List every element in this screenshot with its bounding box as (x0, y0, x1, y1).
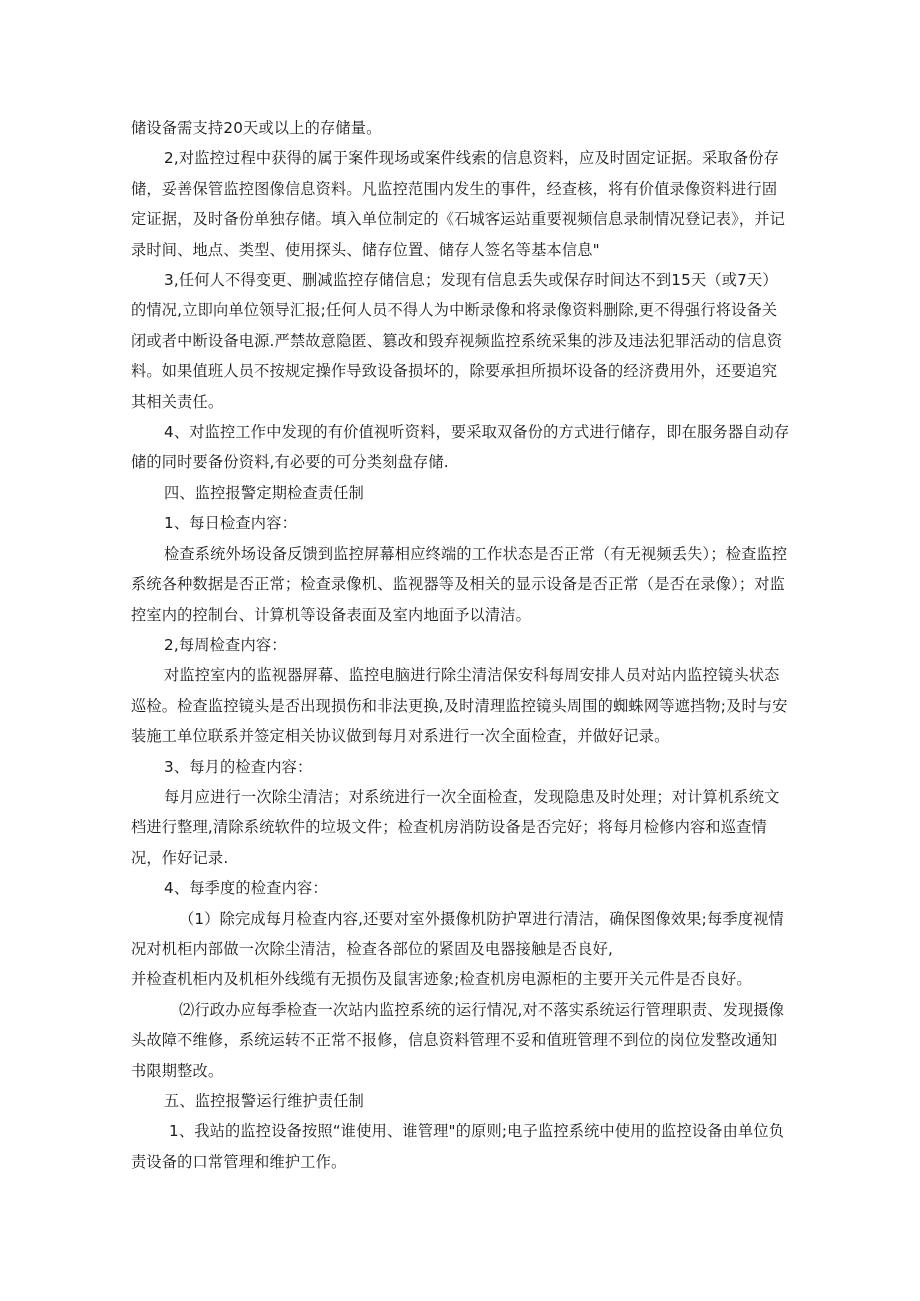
paragraph-quarterly-item-1: （1）除完成每月检查内容,还要对室外摄像机防护罩进行清洁，确保图像效果;每季度视情况对机柜内部做一次除尘清洁，检查各部位的紧固及电器接触是否良好, (131, 909, 784, 958)
subheading-monthly-check: 3、每月的检查内容： (164, 757, 313, 776)
paragraph-quarterly-item-2: ⑵行政办应每季检查一次站内监控系统的运行情况,对不落实系统运行管理职责、发现摄像头故障不维修，系统运转不正常不报修，信息资料管理不妥和值班管理不到位的岗位发整改通知书限期整改。 (131, 1000, 785, 1080)
paragraph-weekly-check: 对监控室内的监视器屏幕、监控电脑进行除尘清洁保安科每周安排人员对站内监控镜头状态巡检。检查监控镜头是否出现损伤和非法更换,及时清理监控镜头周围的蜘蛛网等遮挡物;及时与安装施工单位联系并签定相关协议做到每月对系进行一次全面检查，并做好记录。 (131, 666, 788, 746)
subheading-weekly-check: 2,每周检查内容： (164, 635, 287, 654)
paragraph-double-backup: 4、对监控工作中发现的有价值视听资料，要采取双备份的方式进行储存，即在服务器自动存储的同时要备份资料,有必要的可分类刻盘存储. (131, 423, 790, 472)
subheading-quarterly-check: 4、每季度的检查内容： (164, 879, 328, 898)
paragraph-monthly-check: 每月应进行一次除尘清洁；对系统进行一次全面检查，发现隐患及时处理；对计算机系统文档进行整理,清除系统软件的垃圾文件；检查机房消防设备是否完好；将每月检修内容和巡查情况，作好记录. (131, 787, 780, 867)
paragraph-evidence-backup: 2,对监控过程中获得的属于案件现场或案件线索的信息资料，应及时固定证据。采取备份存储，妥善保管监控图像信息资料。凡监控范围内发生的事件，经查核，将有价值录像资料进行固定证据，及时备份单独存储。填入单位制定的《石城客运站重要视频信息录制情况登记表》，并记录时间、地点、类型、使用探头、储存位置、储存人签名等基本信息" (131, 149, 786, 259)
document-body (131, 113, 791, 1177)
paragraph-quarterly-item-1-cont: 并检查机柜内及机柜外线缆有无损伤及鼠害迹象;检查机房电源柜的主要开关元件是否良好。 (131, 970, 752, 989)
paragraph-maintenance-item-1: 1、我站的监控设备按照“谁使用、谁管理"的原则;电子监控系统中使用的监控设备由单位负责设备的口常管理和维护工作。 (131, 1122, 785, 1171)
paragraph-daily-check: 检查系统外场设备反馈到监控屏幕相应终端的工作状态是否正常（有无视频丢失）；检查监控系统各种数据是否正常；检查录像机、监视器等及相关的显示设备是否正常（是否在录像）；对监控室内的控制台、计算机等设备表面及室内地面予以清洁。 (131, 544, 788, 624)
section-heading-maintenance: 五、监控报警运行维护责任制 (164, 1092, 365, 1110)
paragraph-storage-capacity: 储设备需支持20天或以上的存储量。 (131, 119, 382, 137)
paragraph-no-deletion: 3,任何人不得变更、删减监控存储信息；发现有信息丢失或保存时间达不到15天（或7天）的情况,立即向单位领导汇报;任何人员不得人为中断录像和将录像资料删除,更不得强行将设备关闭或者中断设备电源.严禁故意隐匿、篡改和毁弃视频监控系统采集的涉及违法犯罪活动的信息资料。如果值班人员不按规定操作导致设备损坏的，除要承担所损坏设备的经济费用外，还要追究其相关责任。 (131, 271, 783, 411)
subheading-daily-check: 1、每日检查内容： (164, 514, 297, 533)
section-heading-periodic-check: 四、监控报警定期检查责任制 (164, 483, 365, 502)
